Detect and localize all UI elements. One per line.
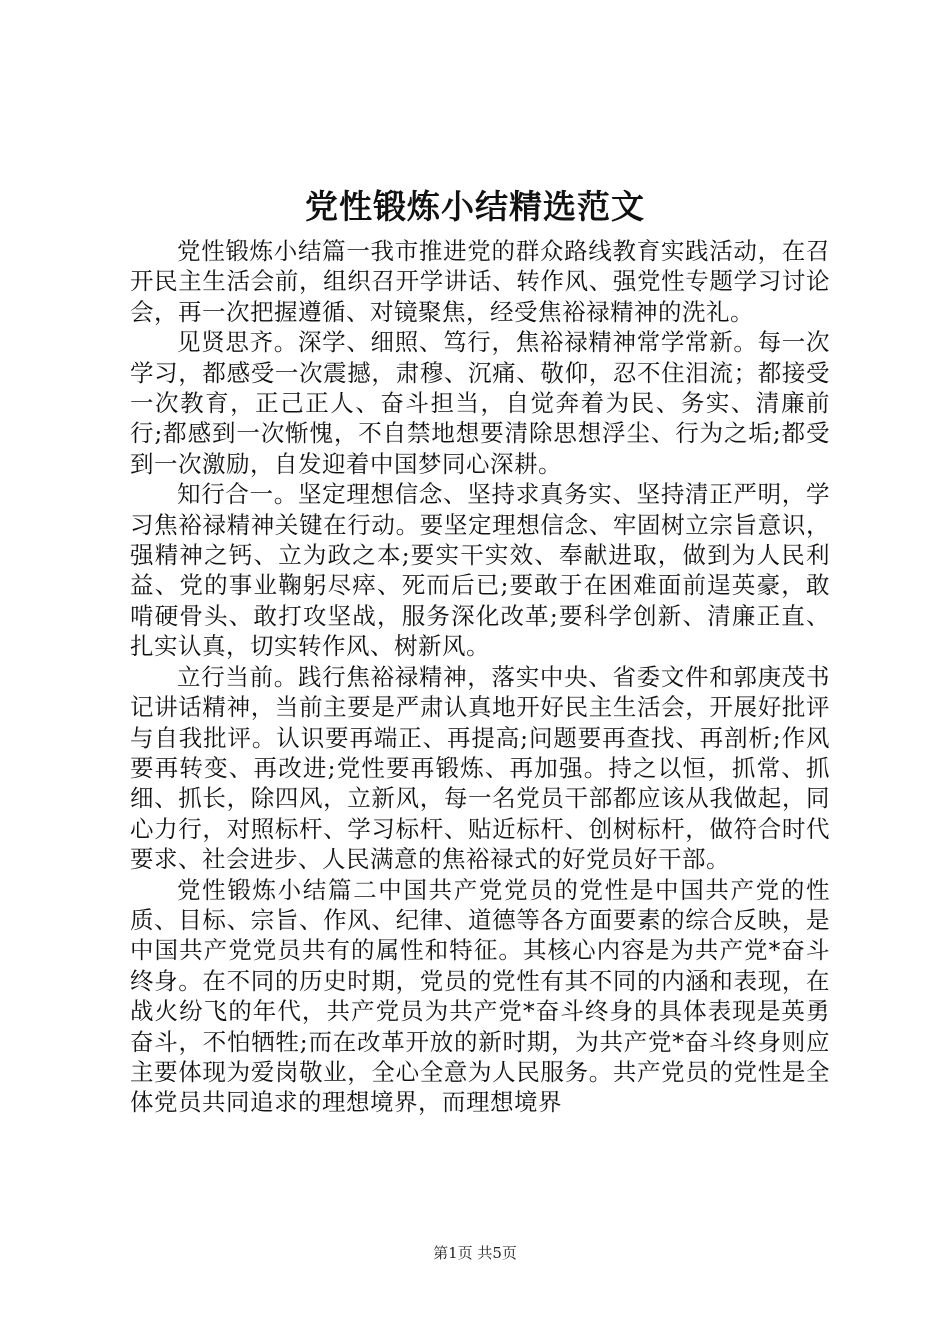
paragraph-2: 见贤思齐。深学、细照、笃行，焦裕禄精神常学常新。每一次学习，都感受一次震撼，肃穆、沉痛、敬仰，忍不住泪流；都接受一次教育，正己正人、奋斗担当，自觉奔着为民、务实、清廉前行;都感到一次惭愧，不自禁地想要清除思想浮尘、行为之垢;都受到一次激励，自发迎着中国梦同心深耕。 [130, 328, 830, 478]
paragraph-1: 党性锻炼小结篇一我市推进党的群众路线教育实践活动，在召开民主生活会前，组织召开学讲话、转作风、强党性专题学习讨论会，再一次把握遵循、对镜聚焦，经受焦裕禄精神的洗礼。 [130, 237, 830, 326]
paragraph-3: 知行合一。坚定理想信念、坚持求真务实、坚持清正严明，学习焦裕禄精神关键在行动。要坚定理想信念、牢固树立宗旨意识，强精神之钙、立为政之本;要实干实效、奉献进取，做到为人民利益、党的事业鞠躬尽瘁、死而后已;要敢于在困难面前逞英豪，敢啃硬骨头、敢打攻坚战，服务深化改革;要科学创新、清廉正直、扎实认真，切实转作风、树新风。 [130, 480, 830, 661]
document-title: 党性锻炼小结精选范文 [305, 187, 645, 226]
page-number-footer: 第1页 共5页 [433, 1244, 517, 1262]
paragraph-5: 党性锻炼小结篇二中国共产党党员的党性是中国共产党的性质、目标、宗旨、作风、纪律、道德等各方面要素的综合反映，是中国共产党党员共有的属性和特征。其核心内容是为共产党*奋斗终身。在不同的历史时期，党员的党性有其不同的内涵和表现，在战火纷飞的年代，共产党员为共产党*奋斗终身的具体表现是英勇奋斗，不怕牺牲;而在改革开放的新时期，为共产党*奋斗终身则应主要体现为爱岗敬业，全心全意为人民服务。共产党员的党性是全体党员共同追求的理想境界，而理想境界 [130, 875, 830, 1117]
document-body [130, 236, 830, 1118]
paragraph-4: 立行当前。践行焦裕禄精神，落实中央、省委文件和郭庚茂书记讲话精神，当前主要是严肃认真地开好民主生活会，开展好批评与自我批评。认识要再端正、再提高;问题要再查找、再剖析;作风要再转变、再改进;党性要再锻炼、再加强。持之以恒，抓常、抓细、抓长，除四风，立新风，每一名党员干部都应该从我做起，同心力行，对照标杆、学习标杆、贴近标杆、创树标杆，做符合时代要求、社会进步、人民满意的焦裕禄式的好党员好干部。 [130, 662, 830, 874]
